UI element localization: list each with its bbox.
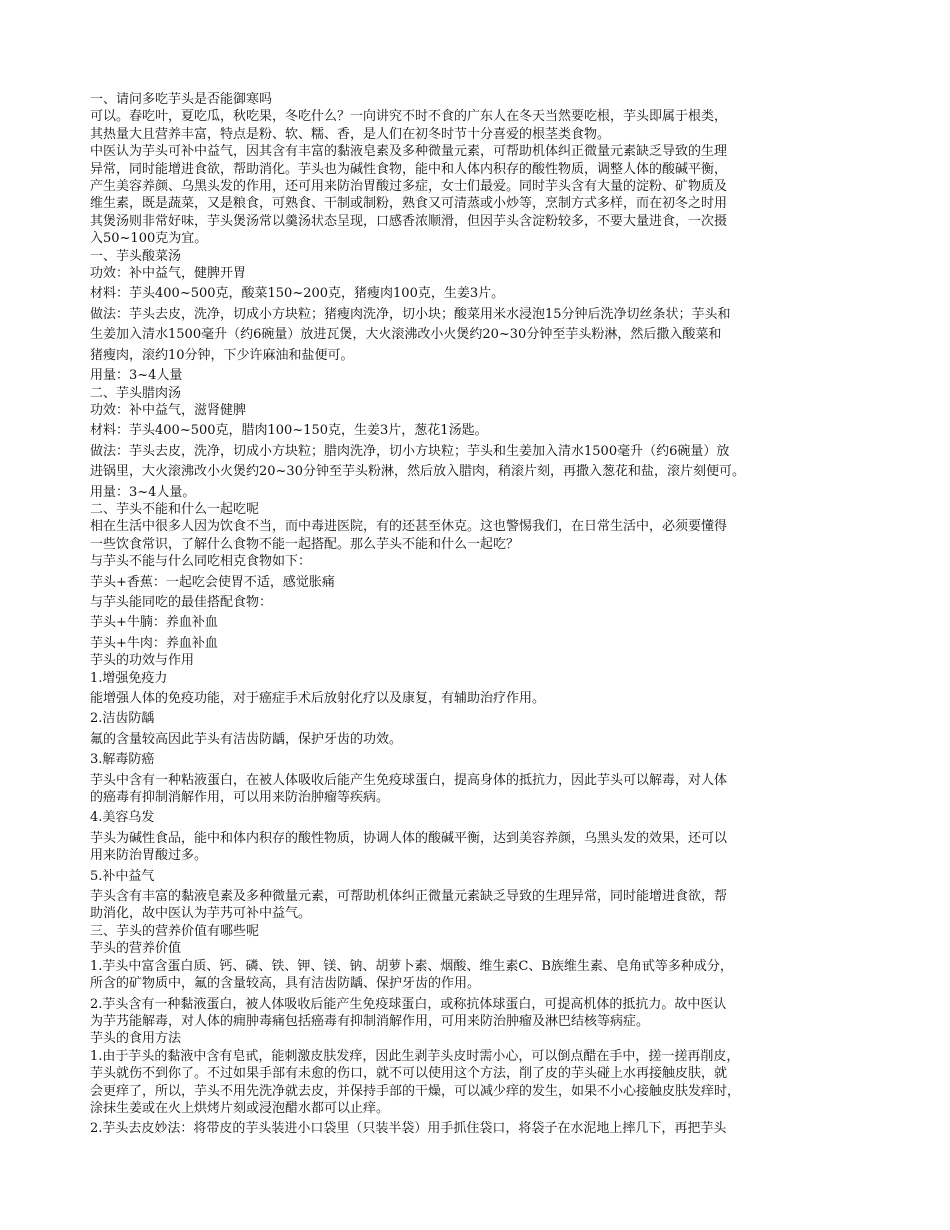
heading-line: 三、芋头的营养价值有哪些呢 bbox=[90, 923, 260, 939]
text-line: 为芋艿能解毒，对人体的痈肿毒痛包括癌毒有抑制消解作用，可用来防治肿瘤及淋巴结核等病症。 bbox=[90, 1013, 650, 1029]
text-line: 生姜加入清水1500毫升（约6碗量）放进瓦煲，大火滚沸改小火煲约20~30分钟至芋头粉淋，然后撒入酸菜和 bbox=[90, 327, 722, 343]
text-line: 所含的矿物质中，氟的含量较高，具有洁齿防龋、保护牙齿的作用。 bbox=[90, 976, 481, 992]
text-line: 与芋头能同吃的最佳搭配食物： bbox=[90, 594, 273, 610]
text-line: 中医认为芋头可补中益气，因其含有丰富的黏液皂素及多种微量元素，可帮助机体纠正微量元素缺乏导致的生理 bbox=[90, 144, 728, 160]
text-line: 可以。春吃叶，夏吃瓜，秋吃果，冬吃什么？一向讲究不时不食的广东人在冬天当然要吃根，芋头即属于根类， bbox=[90, 109, 728, 125]
text-line: 芋头就伤不到你了。不过如果手部有未愈的伤口，就不可以使用这个方法，削了皮的芋头碰上水再接触皮肤，就 bbox=[90, 1066, 728, 1082]
text-line: 异常，同时能增进食欲，帮助消化。芋头也为碱性食物，能中和人体内积存的酸性物质，调整人体的酸碱平衡， bbox=[90, 161, 728, 177]
text-line: 材料：芋头400~500克，腊肉100~150克，生姜3片，葱花1汤匙。 bbox=[90, 423, 488, 439]
text-line: 用量：3~4人量。 bbox=[90, 484, 196, 500]
subheading-line: 芋头的食用方法 bbox=[90, 1031, 182, 1047]
text-line: 芋头为碱性食品，能中和体内积存的酸性物质，协调人体的酸碱平衡，达到美容养颜，乌黑头发的效果，还可以 bbox=[90, 830, 728, 846]
heading-line: 一、请问多吃芋头是否能御寒吗 bbox=[90, 92, 273, 107]
text-line: 其煲汤则非常好味，芋头煲汤常以羹汤状态呈现，口感香浓顺滑，但因芋头含淀粉较多，不要大量进食，一次摄 bbox=[90, 213, 728, 229]
text-line: 2.芋头含有一种黏液蛋白，被人体吸收后能产生免疫球蛋白，或称抗体球蛋白，可提高机体的抵抗力。故中医认 bbox=[90, 996, 727, 1012]
text-line: 做法：芋头去皮，洗净，切成小方块粒；腊肉洗净，切小方块粒；芋头和生姜加入清水1500毫升（约6碗量）放 bbox=[90, 443, 730, 459]
document-body bbox=[90, 91, 870, 1138]
text-line: 芋头+香蕉：一起吃会使胃不适，感觉胀痛 bbox=[90, 574, 335, 590]
text-line: 用来防治胃酸过多。 bbox=[90, 848, 208, 864]
text-line: 芋头+牛腩：养血补血 bbox=[90, 615, 218, 631]
text-line: 入50~100克为宜。 bbox=[90, 231, 208, 247]
subheading-line: 芋头的营养价值 bbox=[90, 941, 182, 957]
text-line: 产生美容养颜、乌黑头发的作用，还可用来防治胃酸过多症，女士们最爱。同时芋头含有大量的淀粉、矿物质及 bbox=[90, 179, 728, 195]
text-line: 芋头含有丰富的黏液皂素及多种微量元素，可帮助机体纠正微量元素缺乏导致的生理异常，同时能增进食欲，帮 bbox=[90, 889, 728, 905]
text-line: 能增强人体的免疫功能，对于癌症手术后放射化疗以及康复，有辅助治疗作用。 bbox=[90, 691, 546, 706]
text-line: 一些饮食常识，了解什么食物不能一起搭配。那么芋头不能和什么一起吃？ bbox=[90, 536, 520, 552]
heading-line: 芋头的功效与作用 bbox=[90, 653, 195, 669]
text-line: 做法：芋头去皮，洗净，切成小方块粒；猪瘦肉洗净，切小块；酸菜用米水浸泡15分钟后洗净切丝条状；芋头和 bbox=[90, 306, 731, 322]
text-line: 用量：3~4人量 bbox=[90, 368, 183, 384]
subheading-line: 1.增强免疫力 bbox=[90, 670, 168, 686]
heading-line: 一、芋头酸菜汤 bbox=[90, 248, 182, 264]
heading-line: 二、芋头不能和什么一起吃呢 bbox=[90, 501, 260, 517]
text-line: 助消化，故中医认为芋艿可补中益气。 bbox=[90, 906, 312, 922]
text-line: 功效：补中益气，滋肾健脾 bbox=[90, 402, 247, 418]
text-line: 芋头+牛肉：养血补血 bbox=[90, 635, 218, 651]
subheading-line: 5.补中益气 bbox=[90, 868, 155, 884]
text-line: 1.芋头中富含蛋白质、钙、磷、铁、钾、镁、钠、胡萝卜素、烟酸、维生素C、B族维生素、皂角甙等多种成分， bbox=[90, 958, 733, 974]
text-line: 涂抹生姜或在火上烘烤片刻或浸泡醋水都可以止痒。 bbox=[90, 1100, 390, 1116]
text-line: 与芋头不能与什么同吃相克食物如下： bbox=[90, 554, 312, 570]
text-line: 会更痒了，所以，芋头不用先洗净就去皮，并保持手部的干燥，可以减少痒的发生，如果不小心接触皮肤发痒时， bbox=[90, 1083, 741, 1099]
text-line: 维生素，既是蔬菜，又是粮食，可熟食、干制或制粉，熟食又可清蒸或小炒等，烹制方式多样，而在初冬之时用 bbox=[90, 196, 728, 212]
subheading-line: 4.美容乌发 bbox=[90, 810, 155, 826]
subheading-line: 2.洁齿防龋 bbox=[90, 711, 155, 727]
text-line: 2.芋头去皮妙法：将带皮的芋头装进小口袋里（只装半袋）用手抓住袋口，将袋子在水泥地上摔几下，再把芋头 bbox=[90, 1121, 727, 1137]
text-line: 芋头中含有一种粘液蛋白，在被人体吸收后能产生免疫球蛋白，提高身体的抵抗力，因此芋头可以解毒，对人体 bbox=[90, 772, 728, 788]
text-line: 进锅里，大火滚沸改小火煲约20~30分钟至芋头粉淋，然后放入腊肉，稍滚片刻，再撒入葱花和盐，滚片刻便可。 bbox=[90, 464, 745, 480]
text-line: 氟的含量较高因此芋头有洁齿防龋，保护牙齿的功效。 bbox=[90, 731, 403, 747]
text-line: 猪瘦肉，滚约10分钟，下少许麻油和盐便可。 bbox=[90, 347, 354, 363]
text-line: 的癌毒有抑制消解作用，可以用来防治肿瘤等疾病。 bbox=[90, 790, 390, 806]
text-line: 相在生活中很多人因为饮食不当，而中毒进医院，有的还甚至休克。这也警惕我们，在日常生活中，必须要懂得 bbox=[90, 519, 728, 535]
text-line: 功效：补中益气，健脾开胃 bbox=[90, 266, 247, 282]
text-line: 1.由于芋头的黏液中含有皂甙，能刺激皮肤发痒，因此生剥芋头皮时需小心，可以倒点醋在手中，搓一搓再削皮， bbox=[90, 1048, 740, 1064]
subheading-line: 3.解毒防癌 bbox=[90, 752, 155, 768]
heading-line: 二、芋头腊肉汤 bbox=[90, 385, 182, 401]
text-line: 其热量大且营养丰富，特点是粉、软、糯、香，是人们在初冬时节十分喜爱的根茎类食物。 bbox=[90, 126, 611, 142]
text-line: 材料：芋头400~500克，酸菜150~200克，猪瘦肉100克，生姜3片。 bbox=[90, 286, 505, 302]
